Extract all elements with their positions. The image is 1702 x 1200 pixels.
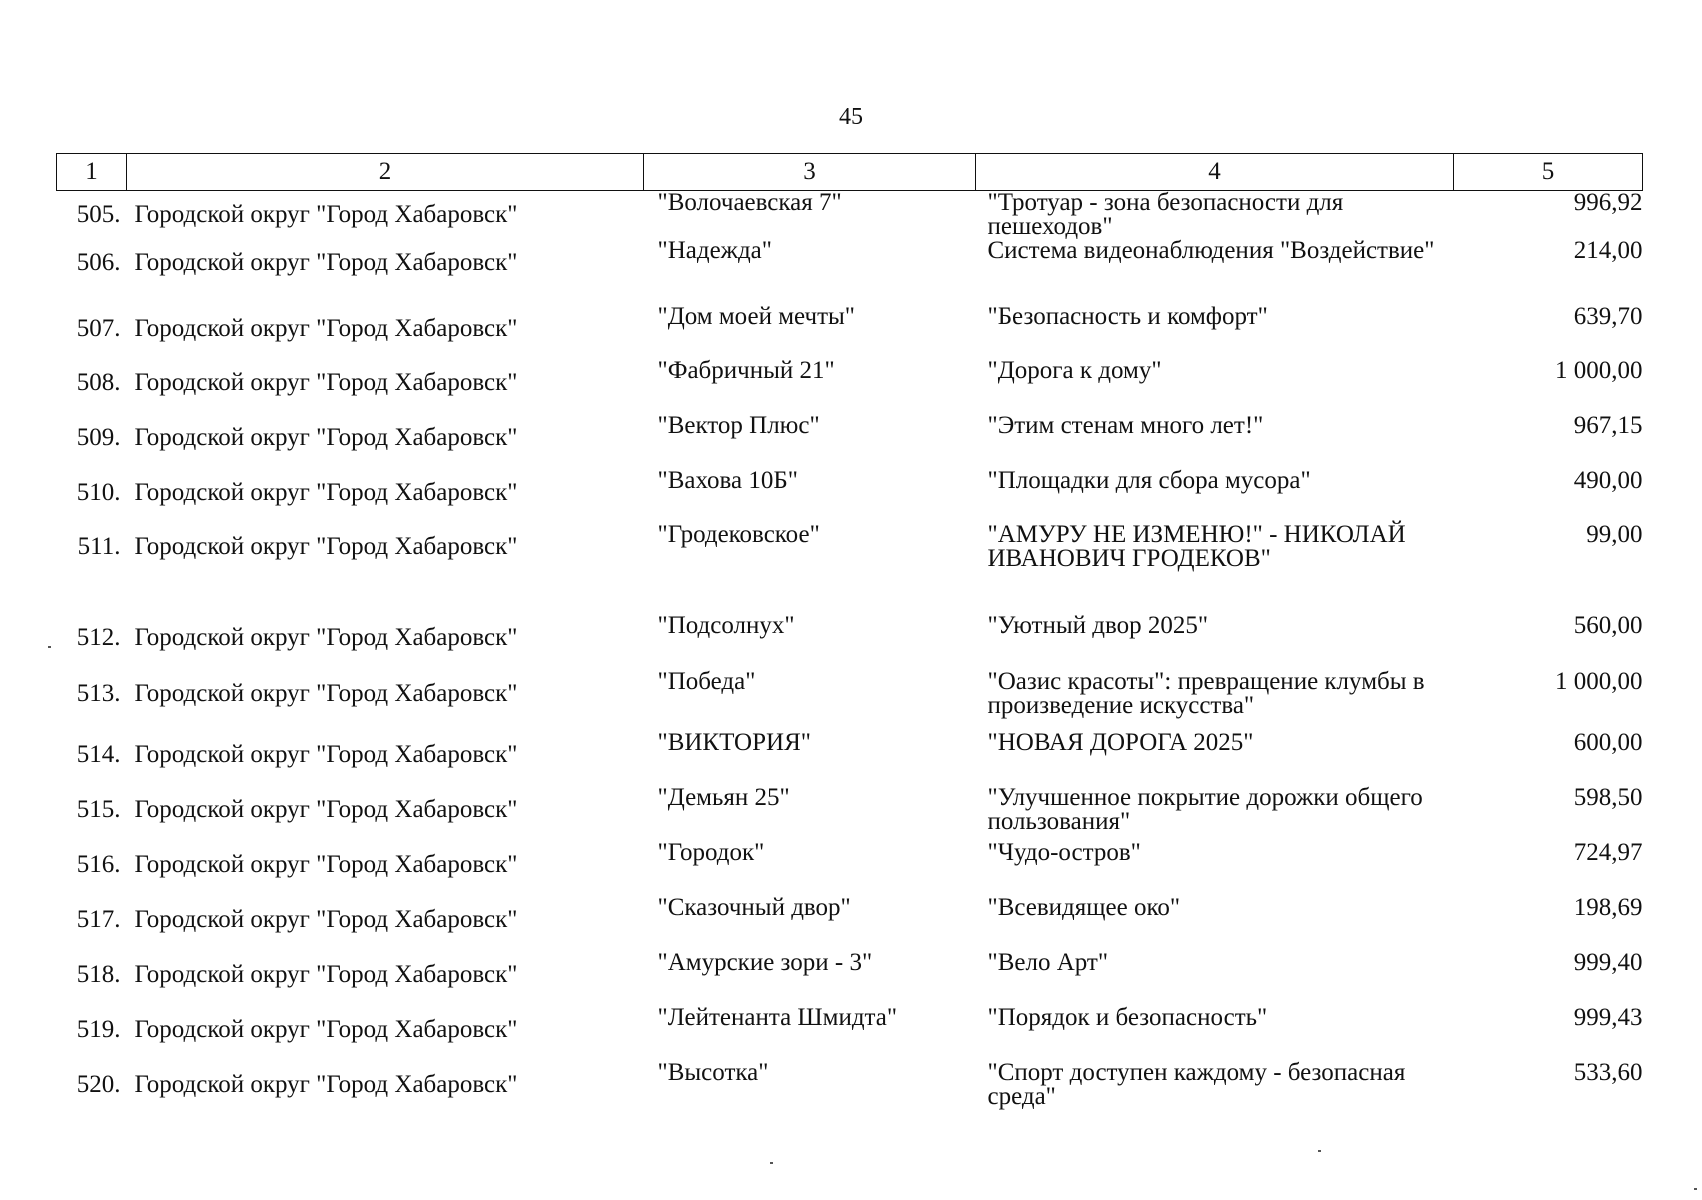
row-amount: 639,70 xyxy=(1573,303,1643,330)
row-initiative-name: "Волочаевская 7" xyxy=(657,189,842,216)
row-amount: 99,00 xyxy=(1586,521,1643,548)
table-row xyxy=(57,523,1643,614)
row-project: "Вело Арт" xyxy=(987,949,1109,976)
row-amount: 999,43 xyxy=(1573,1004,1643,1031)
row-initiative-name: "Дом моей мечты" xyxy=(657,303,855,330)
table-row xyxy=(57,191,1643,240)
table-row xyxy=(57,614,1643,670)
row-amount: 967,15 xyxy=(1573,412,1643,439)
table-row xyxy=(57,1006,1643,1061)
row-project: "Дорога к дому" xyxy=(987,357,1162,384)
row-project: "АМУРУ НЕ ИЗМЕНЮ!" - НИКОЛАЙ ИВАНОВИЧ ГРОДЕКОВ" xyxy=(987,521,1406,572)
row-project: "Этим стенам много лет!" xyxy=(987,412,1264,439)
row-number: 508. xyxy=(76,369,121,396)
row-amount: 198,69 xyxy=(1573,894,1643,921)
row-project: "НОВАЯ ДОРОГА 2025" xyxy=(987,729,1254,756)
table-row xyxy=(57,305,1643,359)
row-amount: 1 000,00 xyxy=(1555,668,1643,695)
row-district: Городской округ "Город Хабаровск" xyxy=(134,680,518,707)
row-number: 519. xyxy=(76,1016,121,1043)
row-number: 516. xyxy=(76,851,121,878)
row-project: Система видеонаблюдения "Воздействие" xyxy=(987,237,1435,264)
scan-speck xyxy=(1694,1188,1697,1190)
row-project: "Порядок и безопасность" xyxy=(987,1004,1268,1031)
row-initiative-name: "Надежда" xyxy=(657,237,772,264)
column-header-3: 3 xyxy=(644,154,976,191)
row-number: 515. xyxy=(76,796,121,823)
row-amount: 724,97 xyxy=(1573,839,1643,866)
table-row xyxy=(57,951,1643,1006)
table-row xyxy=(57,786,1643,841)
table-row xyxy=(57,414,1643,469)
row-district: Городской округ "Город Хабаровск" xyxy=(134,249,518,276)
row-district: Городской округ "Город Хабаровск" xyxy=(134,961,518,988)
grants-table xyxy=(56,153,1643,1121)
table-row xyxy=(57,841,1643,896)
scan-speck xyxy=(770,1162,773,1164)
row-amount: 490,00 xyxy=(1573,467,1643,494)
row-number: 518. xyxy=(76,961,121,988)
row-initiative-name: "Вектор Плюс" xyxy=(657,412,820,439)
page-number: 45 xyxy=(839,104,863,130)
row-number: 511. xyxy=(77,533,121,560)
table-row xyxy=(57,731,1643,786)
row-number: 506. xyxy=(76,249,121,276)
row-project: "Улучшенное покрытие дорожки общего пользования" xyxy=(987,784,1423,835)
row-initiative-name: "Демьян 25" xyxy=(657,784,790,811)
column-header-5: 5 xyxy=(1454,154,1643,191)
column-header-2: 2 xyxy=(127,154,644,191)
table-row xyxy=(57,896,1643,951)
row-project: "Уютный двор 2025" xyxy=(987,612,1209,639)
column-header-4: 4 xyxy=(976,154,1454,191)
table-row xyxy=(57,670,1643,731)
row-initiative-name: "Фабричный 21" xyxy=(657,357,835,384)
row-initiative-name: "Гродековское" xyxy=(657,521,820,548)
row-initiative-name: "Вахова 10Б" xyxy=(657,467,798,494)
row-district: Городской округ "Город Хабаровск" xyxy=(134,424,518,451)
row-district: Городской округ "Город Хабаровск" xyxy=(134,1071,518,1098)
scan-speck xyxy=(48,646,51,648)
row-number: 509. xyxy=(76,424,121,451)
row-district: Городской округ "Город Хабаровск" xyxy=(134,624,518,651)
scan-speck xyxy=(1318,1150,1321,1152)
table-header xyxy=(57,154,1643,191)
row-district: Городской округ "Город Хабаровск" xyxy=(134,1016,518,1043)
row-amount: 214,00 xyxy=(1573,237,1643,264)
row-number: 514. xyxy=(76,741,121,768)
row-project: "Чудо-остров" xyxy=(987,839,1141,866)
table-row xyxy=(57,239,1643,305)
row-district: Городской округ "Город Хабаровск" xyxy=(134,533,518,560)
row-project: "Спорт доступен каждому - безопасная среда" xyxy=(987,1059,1406,1110)
header-row xyxy=(57,154,1643,191)
row-initiative-name: "Подсолнух" xyxy=(657,612,795,639)
row-initiative-name: "Амурские зори - 3" xyxy=(657,949,873,976)
row-initiative-name: "Лейтенанта Шмидта" xyxy=(657,1004,898,1031)
column-header-1: 1 xyxy=(57,154,127,191)
row-project: "Площадки для сбора мусора" xyxy=(987,467,1311,494)
row-number: 510. xyxy=(76,479,121,506)
row-amount: 533,60 xyxy=(1573,1059,1643,1086)
row-initiative-name: "Победа" xyxy=(657,668,756,695)
row-district: Городской округ "Город Хабаровск" xyxy=(134,369,518,396)
row-amount: 598,50 xyxy=(1573,784,1643,811)
row-number: 520. xyxy=(76,1071,121,1098)
row-amount: 600,00 xyxy=(1573,729,1643,756)
row-number: 505. xyxy=(76,201,121,228)
row-number: 507. xyxy=(76,315,121,342)
row-district: Городской округ "Город Хабаровск" xyxy=(134,741,518,768)
row-initiative-name: "Сказочный двор" xyxy=(657,894,851,921)
row-district: Городской округ "Город Хабаровск" xyxy=(134,479,518,506)
row-initiative-name: "Высотка" xyxy=(657,1059,769,1086)
row-project: "Тротуар - зона безопасности для пешеходов" xyxy=(987,189,1344,240)
table-row xyxy=(57,359,1643,414)
row-project: "Оазис красоты": превращение клумбы в произведение искусства" xyxy=(987,668,1425,719)
row-number: 513. xyxy=(76,680,121,707)
row-initiative-name: "ВИКТОРИЯ" xyxy=(657,729,811,756)
row-district: Городской округ "Город Хабаровск" xyxy=(134,906,518,933)
row-district: Городской округ "Город Хабаровск" xyxy=(134,315,518,342)
row-initiative-name: "Городок" xyxy=(657,839,765,866)
row-project: "Безопасность и комфорт" xyxy=(987,303,1268,330)
row-district: Городской округ "Город Хабаровск" xyxy=(134,796,518,823)
row-amount: 999,40 xyxy=(1573,949,1643,976)
row-number: 512. xyxy=(76,624,121,651)
table-row xyxy=(57,1061,1643,1121)
table-body xyxy=(57,191,1643,1122)
row-amount: 996,92 xyxy=(1573,189,1643,216)
row-district: Городской округ "Город Хабаровск" xyxy=(134,851,518,878)
row-amount: 560,00 xyxy=(1573,612,1643,639)
row-project: "Всевидящее око" xyxy=(987,894,1181,921)
table-row xyxy=(57,469,1643,523)
row-number: 517. xyxy=(76,906,121,933)
row-district: Городской округ "Город Хабаровск" xyxy=(134,201,518,228)
row-amount: 1 000,00 xyxy=(1555,357,1643,384)
